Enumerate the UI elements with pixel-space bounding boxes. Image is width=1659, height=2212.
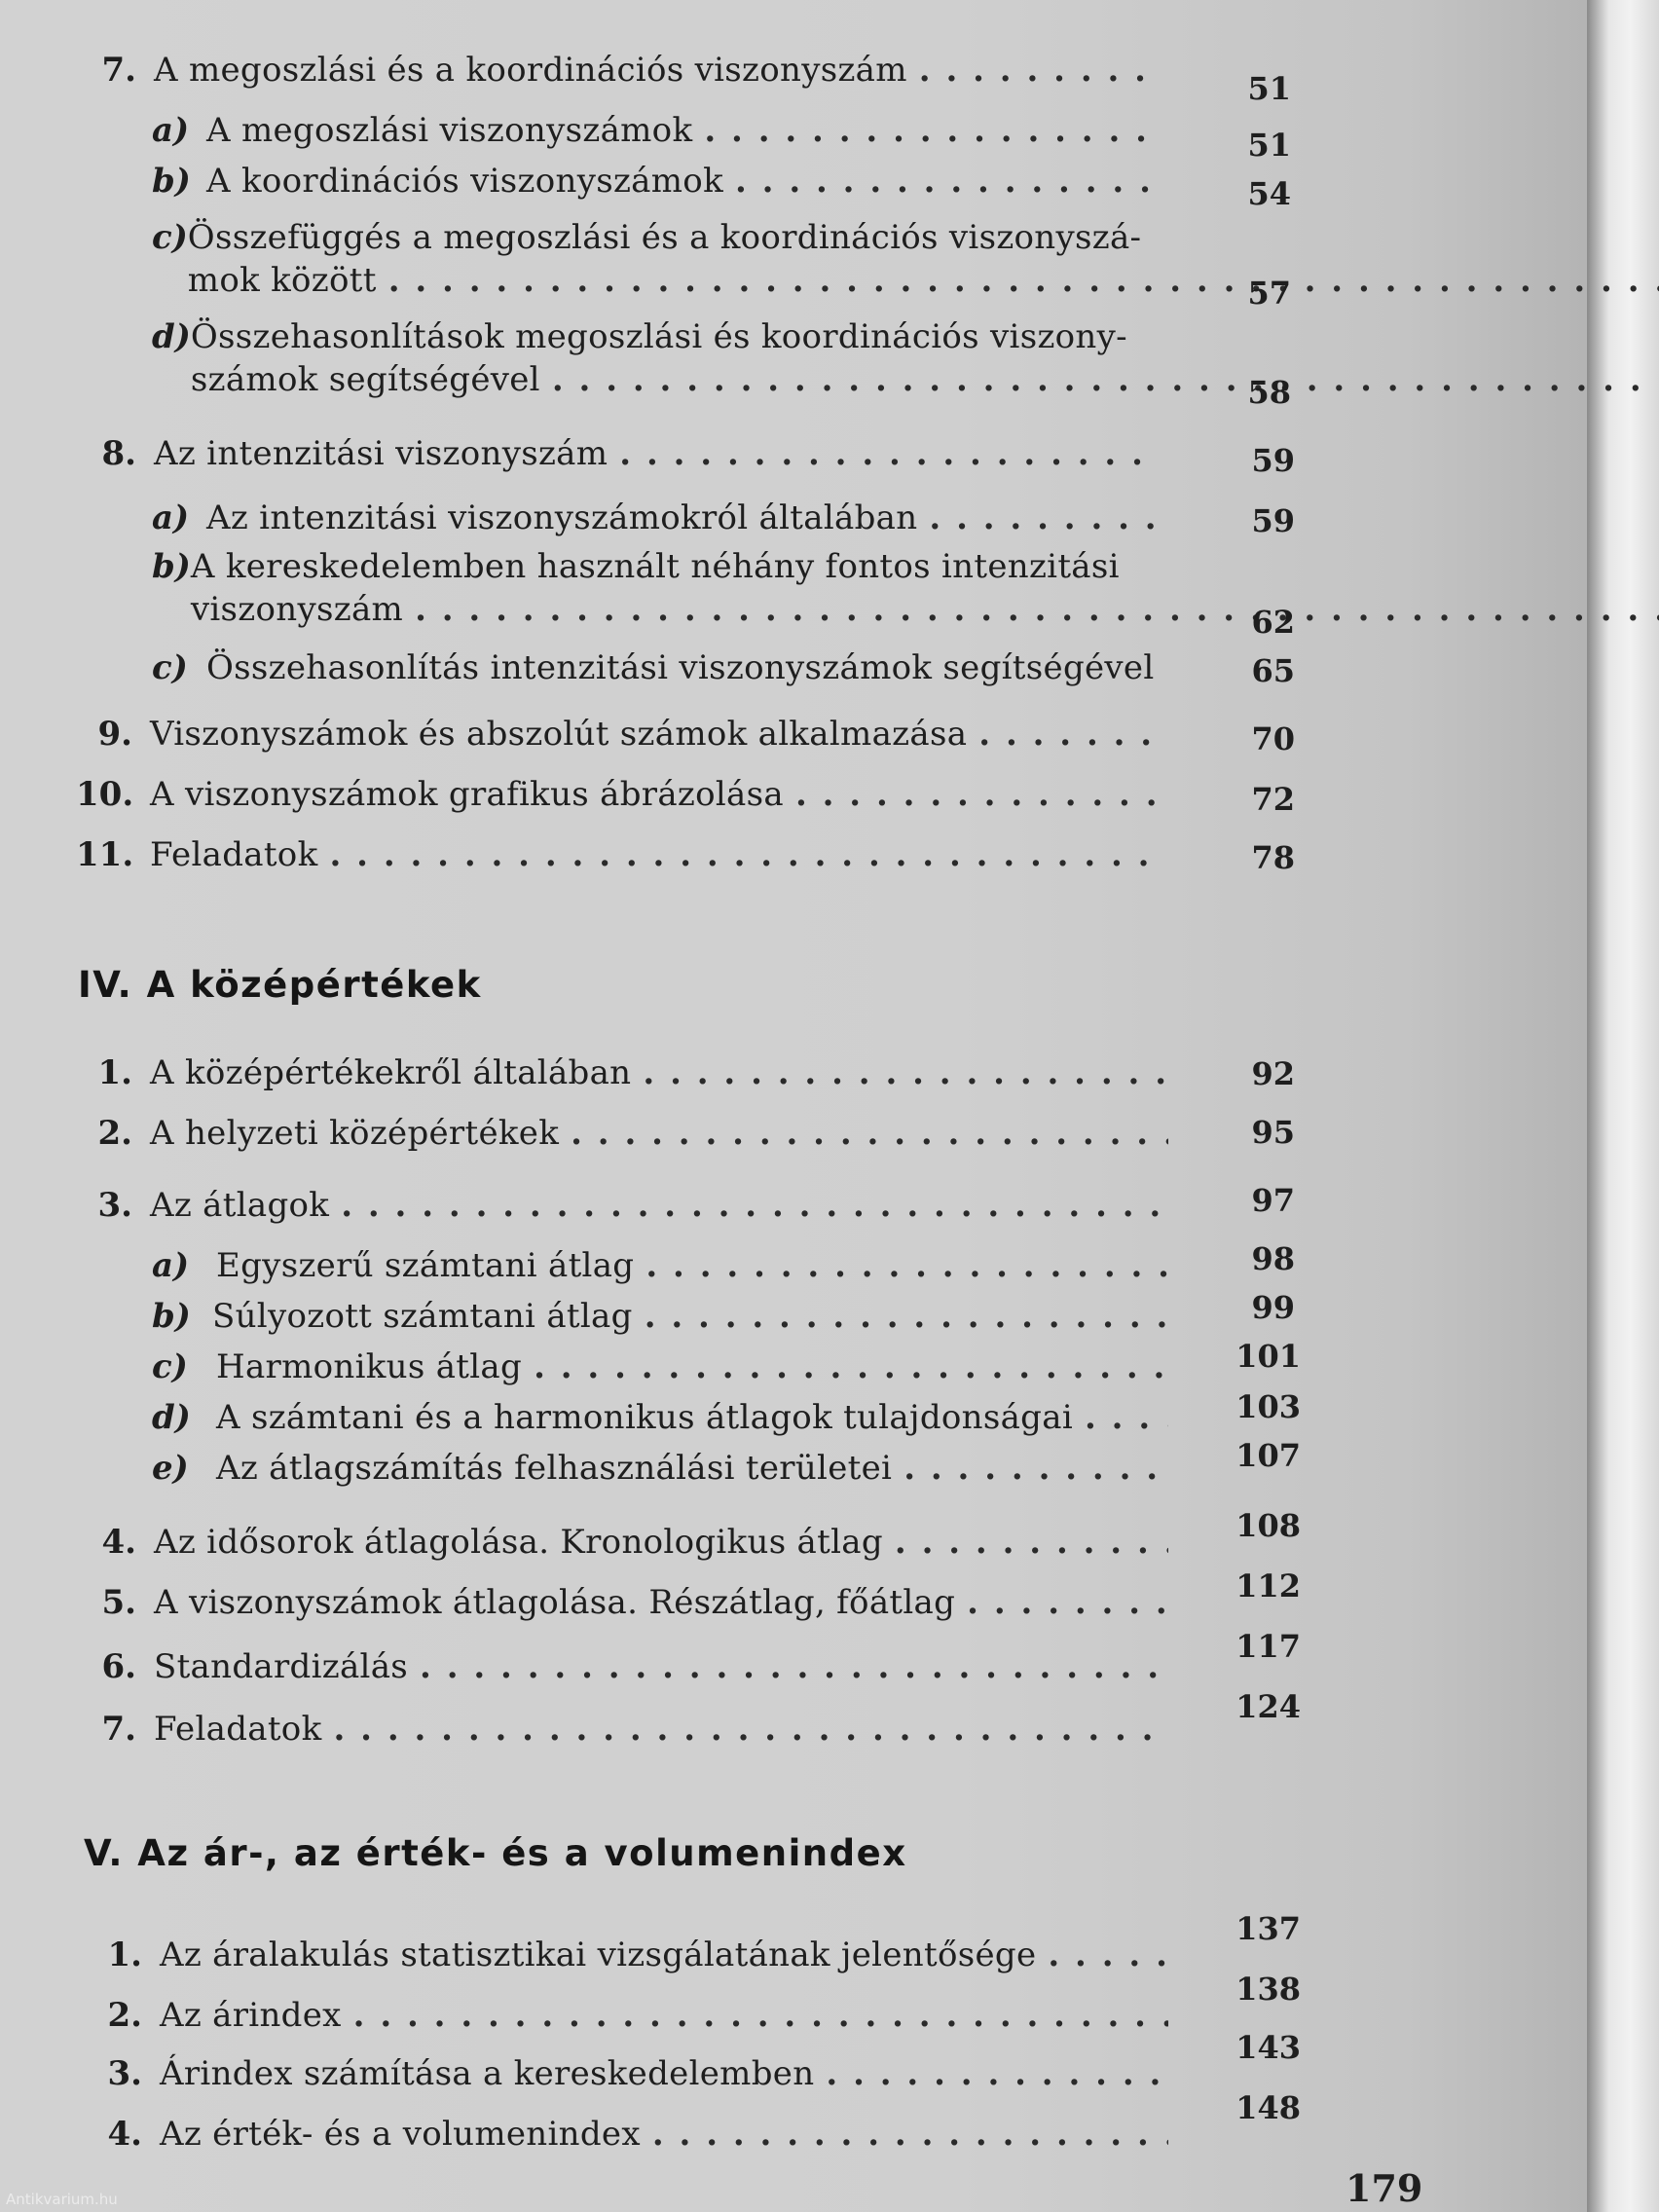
toc-entry bbox=[97, 1645, 1180, 1688]
leader-dots bbox=[978, 713, 1164, 756]
entry-letter: d) bbox=[152, 317, 191, 356]
chapter-heading: IV. A középértékek bbox=[78, 964, 482, 1006]
entry-letter: c) bbox=[152, 648, 188, 687]
entry-title: Feladatok bbox=[150, 835, 318, 874]
entry-title: A viszonyszámok grafikus ábrázolása bbox=[150, 775, 784, 814]
entry-title: Összehasonlítás intenzitási viszonyszámok segítségével bbox=[206, 648, 1155, 687]
leader-dots bbox=[329, 833, 1164, 876]
entry-title: A megoszlási viszonyszámok bbox=[206, 111, 693, 150]
page-number: 179 bbox=[1346, 2166, 1423, 2210]
toc-entry bbox=[97, 1708, 1180, 1751]
entry-number: 11. bbox=[76, 835, 134, 874]
toc-entry bbox=[97, 432, 1172, 475]
leader-dots bbox=[795, 773, 1164, 816]
entry-number: 8. bbox=[101, 434, 136, 473]
leader-dots bbox=[341, 1184, 1168, 1227]
leader-dots bbox=[552, 358, 1659, 401]
entry-page: 59 bbox=[1251, 442, 1295, 479]
entry-page: 148 bbox=[1235, 2089, 1301, 2126]
entry-letter: d) bbox=[152, 1398, 191, 1437]
entry-title: A megoszlási és a koordinációs viszonyszám bbox=[154, 51, 907, 90]
entry-page: 107 bbox=[1235, 1437, 1301, 1474]
entry-page: 65 bbox=[1251, 652, 1295, 689]
entry-title: A számtani és a harmonikus átlagok tulajdonságai bbox=[216, 1398, 1073, 1437]
entry-title: Feladatok bbox=[154, 1710, 322, 1749]
entry-title: A középértékekről általában bbox=[150, 1053, 632, 1092]
entry-title: Standardizálás bbox=[154, 1647, 409, 1686]
entry-page: 51 bbox=[1247, 70, 1291, 107]
entry-number: 7. bbox=[101, 51, 136, 90]
entry-number: 1. bbox=[97, 1053, 132, 1092]
leader-dots bbox=[571, 1112, 1168, 1155]
toc-entry bbox=[97, 1581, 1180, 1624]
entry-letter: e) bbox=[152, 1449, 189, 1488]
leader-dots bbox=[643, 1051, 1168, 1094]
entry-title: Az átlagok bbox=[150, 1186, 330, 1225]
toc-entry bbox=[93, 713, 1176, 756]
entry-title-continued: mok között bbox=[187, 261, 377, 300]
leader-dots bbox=[652, 2113, 1168, 2156]
entry-title-continued: viszonyszám bbox=[190, 590, 404, 629]
entry-page: 72 bbox=[1251, 781, 1295, 818]
toc-entry bbox=[152, 216, 1172, 302]
entry-page: 70 bbox=[1251, 720, 1295, 757]
leader-dots bbox=[735, 160, 1161, 203]
leader-dots bbox=[415, 588, 1659, 631]
entry-page: 117 bbox=[1235, 1628, 1301, 1665]
entry-title: Az intenzitási viszonyszám bbox=[154, 434, 608, 473]
entry-page: 58 bbox=[1247, 374, 1291, 411]
toc-entry bbox=[97, 1521, 1180, 1564]
leader-dots bbox=[534, 1346, 1168, 1388]
entry-number: 1. bbox=[107, 1936, 142, 1974]
entry-title: Összehasonlítások megoszlási és koordinációs viszony- bbox=[190, 317, 1127, 356]
entry-title: Az árindex bbox=[160, 1996, 342, 2035]
entry-page: 138 bbox=[1235, 1971, 1301, 2008]
leader-dots bbox=[353, 1994, 1168, 2037]
entry-number: 3. bbox=[97, 1186, 132, 1225]
toc-entry bbox=[103, 1934, 1180, 1976]
entry-title-continued: számok segítségével bbox=[190, 360, 540, 399]
toc-entry bbox=[93, 1051, 1180, 1094]
entry-number: 7. bbox=[101, 1710, 136, 1749]
leader-dots bbox=[704, 109, 1161, 152]
toc-entry bbox=[103, 2052, 1180, 2095]
entry-title: Összefüggés a megoszlási és a koordinációs viszonyszá- bbox=[187, 218, 1142, 257]
entry-title: Az intenzitási viszonyszámokról általában bbox=[206, 498, 918, 537]
leader-dots bbox=[645, 1295, 1168, 1338]
leader-dots bbox=[895, 1521, 1168, 1564]
entry-letter: b) bbox=[152, 162, 191, 201]
entry-page: 62 bbox=[1251, 604, 1295, 641]
entry-title: Árindex számítása a kereskedelemben bbox=[160, 2054, 815, 2093]
entry-page: 101 bbox=[1235, 1338, 1301, 1375]
leader-dots bbox=[1048, 1934, 1168, 1976]
entry-title: Az idősorok átlagolása. Kronologikus átlag bbox=[154, 1523, 883, 1562]
entry-page: 103 bbox=[1235, 1388, 1301, 1425]
entry-number: 3. bbox=[107, 2054, 142, 2093]
entry-page: 92 bbox=[1251, 1055, 1295, 1092]
entry-number: 6. bbox=[101, 1647, 136, 1686]
entry-page: 51 bbox=[1247, 127, 1291, 164]
toc-entry bbox=[152, 1295, 1180, 1338]
toc-entry bbox=[152, 160, 1172, 203]
entry-letter: a) bbox=[152, 498, 190, 537]
entry-page: 124 bbox=[1235, 1688, 1301, 1725]
entry-page: 78 bbox=[1251, 839, 1295, 876]
entry-number: 4. bbox=[107, 2115, 142, 2154]
entry-title: Az érték- és a volumenindex bbox=[160, 2115, 641, 2154]
entry-page: 112 bbox=[1235, 1567, 1301, 1604]
toc-entry bbox=[152, 545, 1176, 631]
toc-entry bbox=[152, 646, 1184, 689]
toc-entry bbox=[101, 49, 1168, 92]
entry-number: 5. bbox=[101, 1583, 136, 1622]
entry-letter: b) bbox=[152, 547, 191, 586]
leader-dots bbox=[967, 1581, 1168, 1624]
toc-entry bbox=[76, 833, 1176, 876]
leader-dots bbox=[388, 259, 1659, 302]
entry-page: 57 bbox=[1247, 275, 1291, 312]
leader-dots bbox=[1085, 1396, 1168, 1439]
toc-entry bbox=[152, 109, 1172, 152]
leader-dots bbox=[420, 1645, 1168, 1688]
entry-page: 97 bbox=[1251, 1182, 1295, 1219]
toc-entry bbox=[76, 773, 1176, 816]
leader-dots bbox=[929, 497, 1161, 539]
entry-title: Súlyozott számtani átlag bbox=[212, 1297, 633, 1336]
leader-dots bbox=[333, 1708, 1168, 1751]
entry-letter: a) bbox=[152, 1246, 190, 1285]
leader-dots bbox=[645, 1244, 1168, 1287]
leader-dots bbox=[903, 1447, 1168, 1490]
entry-letter: b) bbox=[152, 1297, 191, 1336]
entry-title: A kereskedelemben használt néhány fontos intenzitási bbox=[190, 547, 1120, 586]
toc-entry bbox=[103, 2113, 1180, 2156]
entry-number: 4. bbox=[101, 1523, 136, 1562]
entry-page: 59 bbox=[1251, 502, 1295, 539]
entry-page: 54 bbox=[1247, 175, 1291, 212]
toc-entry bbox=[152, 1346, 1180, 1388]
toc-entry bbox=[152, 1396, 1180, 1439]
entry-number: 10. bbox=[76, 775, 134, 814]
entry-title: A helyzeti középértékek bbox=[150, 1114, 560, 1153]
entry-title: Az áralakulás statisztikai vizsgálatának jelentősége bbox=[160, 1936, 1037, 1974]
entry-number: 2. bbox=[97, 1114, 132, 1153]
toc-entry bbox=[152, 1244, 1180, 1287]
entry-page: 99 bbox=[1251, 1289, 1295, 1326]
entry-page: 108 bbox=[1235, 1507, 1301, 1544]
entry-page: 98 bbox=[1251, 1240, 1295, 1277]
leader-dots bbox=[826, 2052, 1168, 2095]
toc-entry bbox=[103, 1994, 1180, 2037]
entry-number: 2. bbox=[107, 1996, 142, 2035]
toc-entry bbox=[93, 1184, 1180, 1227]
toc-entry bbox=[93, 1112, 1180, 1155]
toc-entry bbox=[152, 497, 1172, 539]
entry-title: A viszonyszámok átlagolása. Részátlag, főátlag bbox=[154, 1583, 956, 1622]
toc-entry bbox=[152, 315, 1172, 401]
entry-page: 95 bbox=[1251, 1114, 1295, 1151]
entry-title: A koordinációs viszonyszámok bbox=[206, 162, 723, 201]
leader-dots bbox=[619, 432, 1161, 475]
entry-number: 9. bbox=[97, 715, 132, 754]
entry-title: Harmonikus átlag bbox=[216, 1347, 523, 1386]
entry-letter: c) bbox=[152, 218, 188, 257]
entry-letter: c) bbox=[152, 1347, 188, 1386]
entry-title: Egyszerű számtani átlag bbox=[216, 1246, 635, 1285]
entry-page: 137 bbox=[1235, 1910, 1301, 1947]
leader-dots bbox=[919, 49, 1157, 92]
toc-entry bbox=[152, 1447, 1180, 1490]
entry-letter: a) bbox=[152, 111, 190, 150]
watermark: Antikvarium.hu bbox=[6, 2191, 118, 2208]
entry-title: Az átlagszámítás felhasználási területei bbox=[216, 1449, 893, 1488]
entry-title: Viszonyszámok és abszolút számok alkalmazása bbox=[150, 715, 968, 754]
chapter-heading: V. Az ár-, az érték- és a volumenindex bbox=[84, 1832, 907, 1874]
entry-page: 143 bbox=[1235, 2029, 1301, 2066]
